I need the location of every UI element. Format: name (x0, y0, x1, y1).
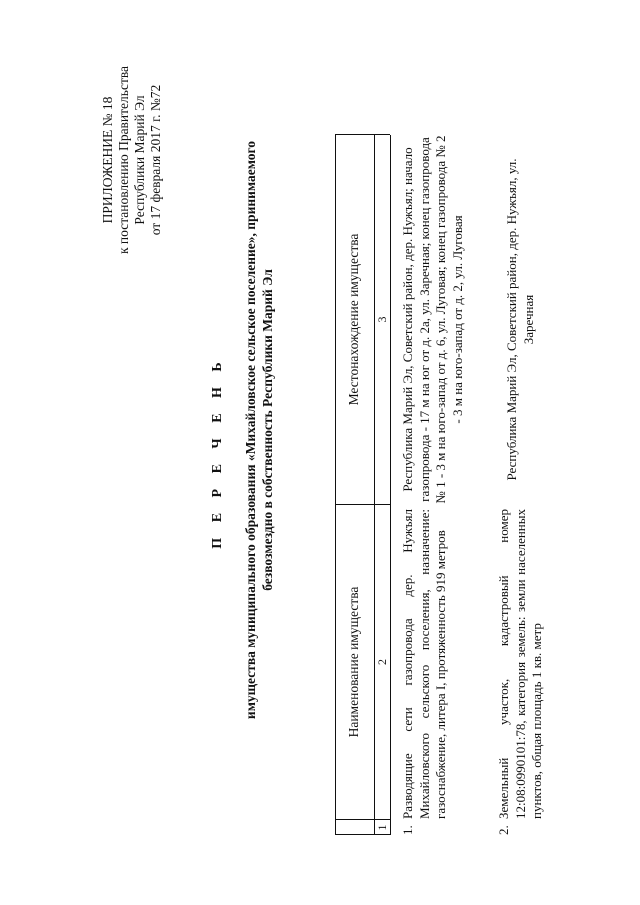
row-location: Республика Марий Эл, Советский район, дер. Нужъял; начало газопровода - 17 м на юг от д. 2а, ул. Заречная; конец газопровода № 1 - 3 м на юго-запад от д. 6, ул. Луговая; конец газопровода № 2 - 3 м на юго-запад от д. 2, ул. Луговая (400, 135, 465, 504)
row-location: Республика Марий Эл, Советский район, дер. Нужъял, ул. Заречная (504, 158, 536, 481)
colnum-3: 3 (375, 316, 389, 323)
table-colnum-divider (390, 135, 391, 835)
row-name: Земельный участок, кадастровый номер 12:08:0990101:78, категория земель: земли населенных пунктов, общая площадь 1 кв. метр (496, 509, 544, 819)
row-number: 2. (496, 825, 511, 835)
header-name: Наименование имущества (346, 586, 361, 738)
appendix-date: от 17 февраля 2017 г. №72 (148, 84, 163, 236)
appendix-republic: Республики Марий Эл (132, 95, 147, 225)
appendix-block (100, 35, 164, 285)
document-title: П Е Р Е Ч Е Н Ь (210, 356, 225, 549)
appendix-title: ПРИЛОЖЕНИЕ № 18 (100, 96, 115, 224)
colnum-2: 2 (375, 659, 389, 665)
colnum-1: 1 (375, 824, 389, 831)
header-location: Местонахождение имущества (346, 233, 361, 406)
row-name: Разводящие сети газопровода дер. Нужъял Михайловского сельского поселения, назначение: газоснабжение, литера I, протяженность 919 метров (400, 509, 448, 819)
document-subtitle (242, 105, 276, 755)
appendix-decree: к постановлению Правительства (116, 65, 131, 255)
subtitle-line-2: безвозмездно в собственность Республики Марий Эл (260, 269, 275, 591)
subtitle-line-1: имущества муниципального образования «Михайловское сельское поселение», принимаемого (243, 140, 258, 720)
table-top-border (335, 135, 336, 835)
row-number: 1. (400, 825, 415, 835)
